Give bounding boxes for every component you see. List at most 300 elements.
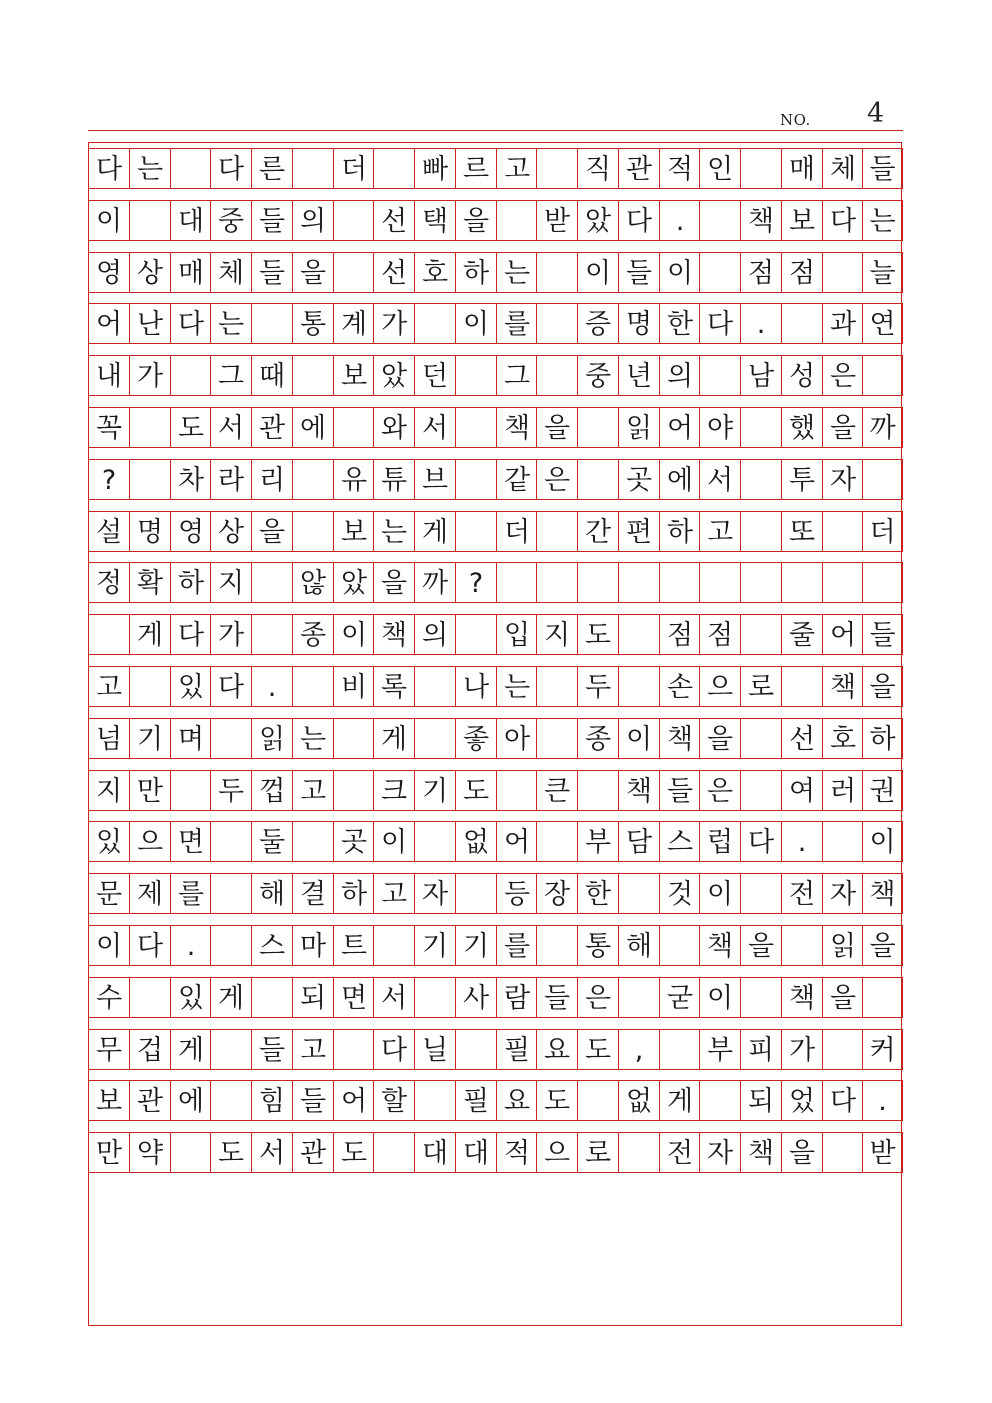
manuscript-cell: 면 [170,822,211,862]
manuscript-cell: 이 [618,719,659,759]
manuscript-cell: 때 [251,356,292,396]
manuscript-cell [373,926,414,966]
manuscript-cell: 정 [88,563,129,603]
manuscript-cell: 게 [170,1030,211,1070]
manuscript-cell: 을 [781,1133,822,1173]
manuscript-cell: 게 [414,512,455,552]
manuscript-cell: 등 [496,874,537,914]
manuscript-cell: 중 [210,201,251,241]
manuscript-cell: 아 [496,719,537,759]
manuscript-cell [740,719,781,759]
manuscript-cell [740,615,781,655]
manuscript-cell: 매 [170,253,211,293]
manuscript-cell [618,563,659,603]
manuscript-cell: 을 [373,563,414,603]
manuscript-cell [170,771,211,811]
manuscript-cell: 으 [129,822,170,862]
manuscript-cell: 택 [414,201,455,241]
manuscript-cell: 만 [129,771,170,811]
manuscript-cell: 는 [292,719,333,759]
manuscript-cell: 다 [210,667,251,707]
manuscript-cell [455,1030,496,1070]
manuscript-cell: 손 [659,667,700,707]
manuscript-cell: 호 [822,719,863,759]
manuscript-cell: 보 [333,356,374,396]
page-number: 4 [867,98,885,129]
manuscript-cell [577,771,618,811]
manuscript-cell: 의 [292,201,333,241]
manuscript-cell: 록 [373,667,414,707]
manuscript-cell: 가 [210,615,251,655]
manuscript-cell [292,149,333,189]
manuscript-cell: 받 [862,1133,903,1173]
manuscript-cell: 들 [251,1030,292,1070]
manuscript-cell: 이 [373,822,414,862]
manuscript-row [88,201,903,241]
manuscript-cell: 줄 [781,615,822,655]
manuscript-cell: 들 [618,253,659,293]
manuscript-row [88,771,903,811]
manuscript-cell: 있 [170,667,211,707]
manuscript-cell: 기 [414,926,455,966]
manuscript-row [88,667,903,707]
manuscript-cell [699,563,740,603]
manuscript-cell: 다 [210,149,251,189]
manuscript-cell: 지 [536,615,577,655]
manuscript-cell [536,253,577,293]
manuscript-cell [740,408,781,448]
manuscript-cell: 들 [536,978,577,1018]
manuscript-cell: 점 [781,253,822,293]
manuscript-cell [129,408,170,448]
manuscript-cell: 제 [129,874,170,914]
manuscript-cell [333,201,374,241]
manuscript-cell: 어 [822,615,863,655]
manuscript-cell: 어 [659,408,700,448]
manuscript-cell: 스 [659,822,700,862]
manuscript-cell: 다 [740,822,781,862]
manuscript-cell [455,512,496,552]
manuscript-cell: 없 [618,1081,659,1121]
manuscript-cell: 자 [699,1133,740,1173]
manuscript-cell: 관 [251,408,292,448]
manuscript-cell: 간 [577,512,618,552]
manuscript-cell [618,667,659,707]
manuscript-cell: 증 [577,304,618,344]
manuscript-cell: 이 [88,201,129,241]
manuscript-cell: 읽 [822,926,863,966]
manuscript-cell: 체 [210,253,251,293]
manuscript-cell: 지 [210,563,251,603]
manuscript-cell [251,615,292,655]
manuscript-cell: 체 [822,149,863,189]
manuscript-cell [333,253,374,293]
manuscript-cell: 책 [740,1133,781,1173]
manuscript-cell [618,978,659,1018]
manuscript-cell [333,1030,374,1070]
manuscript-cell: 을 [536,408,577,448]
manuscript-cell: 들 [251,253,292,293]
manuscript-cell [862,356,903,396]
manuscript-cell: 할 [373,1081,414,1121]
header-rule [88,130,903,131]
manuscript-cell: 를 [496,304,537,344]
manuscript-cell: 까 [862,408,903,448]
manuscript-cell [577,408,618,448]
manuscript-cell: 관 [292,1133,333,1173]
manuscript-cell: 읽 [251,719,292,759]
manuscript-cell [210,1030,251,1070]
manuscript-cell: 도 [577,1030,618,1070]
manuscript-cell: 전 [781,874,822,914]
manuscript-cell: 다 [618,201,659,241]
manuscript-cell: ? [455,563,496,603]
manuscript-cell: 책 [699,926,740,966]
manuscript-cell: 굳 [659,978,700,1018]
manuscript-cell [659,926,700,966]
manuscript-cell: 한 [659,304,700,344]
manuscript-cell: 와 [373,408,414,448]
manuscript-cell [659,1030,700,1070]
manuscript-cell: 피 [740,1030,781,1070]
manuscript-cell [781,926,822,966]
manuscript-cell [333,719,374,759]
manuscript-cell: 커 [862,1030,903,1070]
manuscript-cell: 고 [496,149,537,189]
manuscript-cell: 설 [88,512,129,552]
manuscript-cell: 책 [659,719,700,759]
manuscript-row [88,563,903,603]
manuscript-cell: 적 [496,1133,537,1173]
manuscript-cell: 받 [536,201,577,241]
manuscript-cell: 어 [496,822,537,862]
manuscript-cell [292,356,333,396]
manuscript-cell: 스 [251,926,292,966]
manuscript-cell: 도 [577,615,618,655]
manuscript-cell: 무 [88,1030,129,1070]
manuscript-cell: 고 [88,667,129,707]
manuscript-row [88,822,903,862]
manuscript-cell [577,1081,618,1121]
manuscript-cell: 자 [822,460,863,500]
manuscript-cell: . [170,926,211,966]
manuscript-cell: 이 [659,253,700,293]
manuscript-cell: 수 [88,978,129,1018]
manuscript-cell: 필 [455,1081,496,1121]
manuscript-cell: 들 [862,149,903,189]
manuscript-cell [129,460,170,500]
manuscript-cell: 책 [373,615,414,655]
manuscript-cell [536,822,577,862]
manuscript-cell [373,1133,414,1173]
manuscript-cell [455,460,496,500]
manuscript-cell [577,563,618,603]
manuscript-cell: 책 [618,771,659,811]
manuscript-cell: 지 [88,771,129,811]
manuscript-cell [496,563,537,603]
manuscript-cell: 계 [333,304,374,344]
manuscript-cell [292,822,333,862]
manuscript-cell: 점 [699,615,740,655]
manuscript-row [88,512,903,552]
manuscript-cell: 던 [414,356,455,396]
manuscript-cell: 고 [292,1030,333,1070]
manuscript-cell: 을 [251,512,292,552]
manuscript-cell [455,356,496,396]
manuscript-cell: 자 [414,874,455,914]
manuscript-cell [822,512,863,552]
manuscript-cell: 도 [170,408,211,448]
manuscript-cell: 영 [170,512,211,552]
manuscript-cell: 좋 [455,719,496,759]
manuscript-cell [699,201,740,241]
manuscript-cell: 선 [373,253,414,293]
manuscript-cell [251,563,292,603]
manuscript-cell: 을 [822,978,863,1018]
manuscript-cell [414,719,455,759]
manuscript-cell [129,667,170,707]
manuscript-cell [699,253,740,293]
manuscript-cell [781,304,822,344]
manuscript-cell: 게 [129,615,170,655]
manuscript-cell: 고 [373,874,414,914]
manuscript-cell [333,408,374,448]
manuscript-cell: 른 [251,149,292,189]
manuscript-cell: 이 [577,253,618,293]
manuscript-row [88,1030,903,1070]
manuscript-cell: 다 [822,1081,863,1121]
manuscript-cell: 만 [88,1133,129,1173]
manuscript-cell: 요 [496,1081,537,1121]
manuscript-cell [862,460,903,500]
manuscript-cell [251,304,292,344]
manuscript-cell: 요 [536,1030,577,1070]
manuscript-cell [210,822,251,862]
manuscript-cell: 기 [414,771,455,811]
manuscript-cell: . [659,201,700,241]
manuscript-cell: 도 [333,1133,374,1173]
manuscript-cell: 명 [129,512,170,552]
manuscript-cell: 은 [822,356,863,396]
manuscript-cell [414,978,455,1018]
manuscript-cell [822,1133,863,1173]
manuscript-cell: 브 [414,460,455,500]
manuscript-cell: . [781,822,822,862]
manuscript-cell: 어 [88,304,129,344]
manuscript-row [88,149,903,189]
manuscript-cell: 다 [699,304,740,344]
manuscript-cell: 년 [618,356,659,396]
manuscript-cell: 또 [781,512,822,552]
manuscript-cell: 유 [333,460,374,500]
manuscript-cell: 리 [251,460,292,500]
manuscript-cell: 필 [496,1030,537,1070]
manuscript-cell: 마 [292,926,333,966]
manuscript-cell: . [251,667,292,707]
manuscript-cell: 하 [455,253,496,293]
manuscript-cell [862,978,903,1018]
manuscript-cell: 서 [699,460,740,500]
manuscript-cell: 고 [699,512,740,552]
manuscript-cell: 들 [251,201,292,241]
manuscript-cell [88,615,129,655]
manuscript-cell: 게 [659,1081,700,1121]
manuscript-cell [536,926,577,966]
manuscript-cell [210,719,251,759]
manuscript-cell: 책 [822,667,863,707]
manuscript-cell: 는 [496,253,537,293]
manuscript-cell [496,201,537,241]
manuscript-cell: 넘 [88,719,129,759]
manuscript-cell [577,460,618,500]
manuscript-cell: 확 [129,563,170,603]
manuscript-cell: 는 [210,304,251,344]
manuscript-cell [536,719,577,759]
manuscript-cell: 점 [659,615,700,655]
manuscript-cell: 더 [333,149,374,189]
manuscript-cell: 않 [292,563,333,603]
manuscript-cell: 둘 [251,822,292,862]
manuscript-cell: 며 [170,719,211,759]
manuscript-cell: 는 [129,149,170,189]
manuscript-cell: 가 [373,304,414,344]
manuscript-cell: 입 [496,615,537,655]
manuscript-cell [292,460,333,500]
manuscript-cell [699,356,740,396]
manuscript-cell [170,149,211,189]
manuscript-cell [618,874,659,914]
manuscript-cell: 적 [659,149,700,189]
manuscript-cell: 는 [862,201,903,241]
manuscript-cell: 중 [577,356,618,396]
manuscript-cell: 문 [88,874,129,914]
manuscript-cell [822,822,863,862]
manuscript-cell [740,771,781,811]
manuscript-cell: 서 [251,1133,292,1173]
manuscript-cell: 통 [292,304,333,344]
manuscript-cell [251,978,292,1018]
manuscript-cell: 도 [210,1133,251,1173]
manuscript-cell [455,408,496,448]
manuscript-cell: 게 [210,978,251,1018]
manuscript-cell: 이 [699,978,740,1018]
manuscript-cell: 다 [373,1030,414,1070]
manuscript-cell: 은 [577,978,618,1018]
manuscript-cell: 게 [373,719,414,759]
manuscript-cell: 종 [577,719,618,759]
manuscript-cell: 어 [333,1081,374,1121]
manuscript-cell: 는 [373,512,414,552]
manuscript-cell: 곳 [333,822,374,862]
manuscript-cell: 곳 [618,460,659,500]
manuscript-cell [414,667,455,707]
page-number-label: NO. [780,111,811,129]
manuscript-cell: 겁 [129,1030,170,1070]
manuscript-cell [822,1030,863,1070]
manuscript-cell: 책 [862,874,903,914]
manuscript-cell: 서 [373,978,414,1018]
manuscript-cell: 다 [88,149,129,189]
manuscript-cell [129,978,170,1018]
manuscript-cell: 에 [659,460,700,500]
manuscript-cell: 트 [333,926,374,966]
manuscript-cell: 을 [455,201,496,241]
manuscript-cell: 차 [170,460,211,500]
manuscript-cell: 하 [333,874,374,914]
manuscript-cell: 것 [659,874,700,914]
manuscript-row [88,460,903,500]
manuscript-cell: 닐 [414,1030,455,1070]
manuscript-cell: 았 [373,356,414,396]
manuscript-cell: ? [88,460,129,500]
manuscript-cell: 해 [618,926,659,966]
manuscript-cell: 약 [129,1133,170,1173]
manuscript-cell [536,304,577,344]
manuscript-cell: 연 [862,304,903,344]
manuscript-cell [414,1081,455,1121]
manuscript-cell: 도 [455,771,496,811]
manuscript-cell: 더 [496,512,537,552]
manuscript-cell: 빠 [414,149,455,189]
manuscript-cell: 그 [210,356,251,396]
manuscript-cell: 에 [170,1081,211,1121]
manuscript-cell: 대 [455,1133,496,1173]
manuscript-cell [740,149,781,189]
manuscript-cell: 나 [455,667,496,707]
manuscript-cell: 보 [781,201,822,241]
manuscript-cell [699,1081,740,1121]
manuscript-cell: 꼭 [88,408,129,448]
manuscript-cell: 로 [577,1133,618,1173]
manuscript-cell: 사 [455,978,496,1018]
manuscript-cell: 았 [333,563,374,603]
manuscript-cell: 다 [170,304,211,344]
manuscript-cell: 영 [88,253,129,293]
manuscript-cell: 호 [414,253,455,293]
manuscript-cell [496,771,537,811]
manuscript-cell: 도 [536,1081,577,1121]
manuscript-cell: 크 [373,771,414,811]
manuscript-cell: 관 [618,149,659,189]
manuscript-cell: 매 [781,149,822,189]
manuscript-cell [822,253,863,293]
manuscript-cell [862,563,903,603]
manuscript-cell: 이 [862,822,903,862]
manuscript-cell: 장 [536,874,577,914]
manuscript-row [88,356,903,396]
manuscript-cell: 튜 [373,460,414,500]
manuscript-cell: 명 [618,304,659,344]
manuscript-cell: 으 [699,667,740,707]
manuscript-cell: 을 [862,926,903,966]
manuscript-row [88,978,903,1018]
manuscript-row [88,615,903,655]
manuscript-cell: . [740,304,781,344]
manuscript-cell: 한 [577,874,618,914]
manuscript-row [88,1081,903,1121]
manuscript-cell: 늘 [862,253,903,293]
manuscript-cell: 책 [740,201,781,241]
manuscript-cell: 보 [88,1081,129,1121]
manuscript-cell [781,563,822,603]
manuscript-cell: 책 [781,978,822,1018]
manuscript-cell [822,563,863,603]
manuscript-cell: 았 [577,201,618,241]
manuscript-cell [740,874,781,914]
manuscript-cell: 의 [659,356,700,396]
manuscript-cell: 이 [455,304,496,344]
manuscript-cell: 을 [292,253,333,293]
